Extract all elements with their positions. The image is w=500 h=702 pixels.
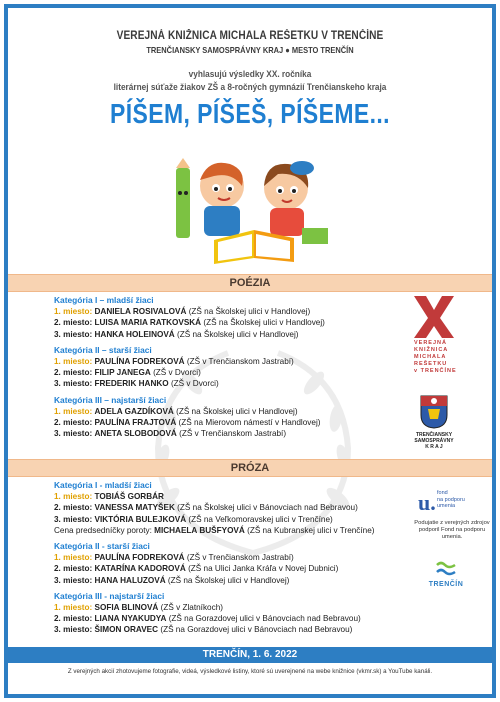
school: (ZŠ v Trenčianskom Jastrabí) <box>186 553 294 563</box>
poezia-cat-3-title: Kategória III – najstarší žiaci <box>54 394 167 405</box>
winner-name: SOFIA BLINOVÁ <box>94 603 159 613</box>
winner-name: VANESSA MATYŠEK <box>94 503 175 513</box>
winner-name: ŠIMON ORAVEC <box>94 625 159 635</box>
crest-line: K R A J <box>425 444 443 450</box>
poster <box>4 4 496 698</box>
region-crest-icon <box>420 395 448 429</box>
event-date: TRENČÍN, 1. 6. 2022 <box>8 647 492 663</box>
proza-cat-3-title: Kategória III - najstarší žiaci <box>54 590 165 601</box>
proza-cat-1-title: Kategória I - mladší žiaci <box>54 480 152 490</box>
winner-name: HANA HALUZOVÁ <box>94 575 166 585</box>
place-label: 1. miesto: <box>54 603 93 613</box>
announcement-line-2: literárnej súťaže žiakov ZŠ a 8-ročných gymnázií Trenčianskeho kraja <box>113 82 387 92</box>
library-logo-line: MICHALA <box>414 354 447 360</box>
result-row <box>54 613 375 624</box>
result-row <box>54 356 325 367</box>
fond-logo-text <box>437 490 465 510</box>
poster-title: PÍŠEM, PÍŠEŠ, PÍŠEME... <box>110 98 390 129</box>
place-label: 2. miesto: <box>54 368 93 378</box>
poezia-results <box>54 295 325 439</box>
place-label: 3. miesto: <box>54 575 93 585</box>
place-label: 1. miesto: <box>54 406 93 416</box>
result-row <box>54 378 325 389</box>
place-label: 2. miesto: <box>54 318 93 328</box>
school: (ZŠ na Školskej ulici v Handlovej) <box>203 318 325 328</box>
place-label: 1. miesto: <box>54 492 93 502</box>
school: (ZŠ v Dvorci) <box>170 379 219 389</box>
result-row <box>54 602 375 613</box>
winner-name: KATARÍNA KADOROVÁ <box>94 564 186 574</box>
place-label: 1. miesto: <box>54 357 93 367</box>
winner-name: PAULÍNA FODREKOVÁ <box>94 357 185 367</box>
school: (ZŠ na Kubranskej ulici v Trenčíne) <box>247 525 375 535</box>
poezia-cat-1-title: Kategória I – mladší žiaci <box>54 295 154 305</box>
school: (ZŠ na Školskej ulici v Handlovej) <box>176 406 298 416</box>
library-logo-icon <box>414 296 454 338</box>
children-reading-illustration <box>174 158 334 268</box>
place-label: 3. miesto: <box>54 625 93 635</box>
fond-logo-icon: u. <box>418 490 436 515</box>
proza-results <box>54 480 375 636</box>
proza-cat-2-title: Kategória II - starší žiaci <box>54 541 150 552</box>
place-label: 3. miesto: <box>54 379 93 389</box>
result-row <box>54 306 325 317</box>
winner-name: MICHAELA BUŠFYOVÁ <box>154 525 245 535</box>
place-label: 3. miesto: <box>54 329 93 339</box>
school: (ZŠ na Školskej ulici v Handlovej) <box>167 575 290 585</box>
place-label: 2. miesto: <box>54 564 93 574</box>
place-label: 3. miesto: <box>54 514 93 524</box>
result-row <box>54 329 325 340</box>
school: (ZŠ v Zlatníkoch) <box>160 603 223 613</box>
result-row <box>54 502 375 513</box>
school: (ZŠ v Dvorci) <box>153 368 201 378</box>
result-row <box>54 552 375 563</box>
place-label: 2. miesto: <box>54 503 93 513</box>
trencin-city-logo-text: TRENČÍN <box>428 581 464 588</box>
school: (ZŠ na Gorazdovej ulici v Bánovciach nad Bebravou) <box>160 625 353 635</box>
winner-name: ADELA GAZDÍKOVÁ <box>94 406 174 416</box>
library-logo-line: v TRENČÍNE <box>414 368 457 374</box>
poezia-cat-2-title: Kategória II – starší žiaci <box>54 344 152 355</box>
winner-name: FREDERIK HANKO <box>94 379 169 389</box>
winner-name: ANETA SLOBODOVÁ <box>94 429 177 439</box>
library-logo-text <box>414 340 457 375</box>
winner-name: LIANA NYAKUDYA <box>94 614 167 624</box>
result-row <box>54 317 325 328</box>
result-row <box>54 367 325 378</box>
footer-note: Z verejných akcií zhotovujeme fotografie, videá, výsledkové listiny, ktoré sú uverejnené na webe knižnice (vkmr.sk) a YouTube kanáli. <box>67 668 433 675</box>
place-label: 1. miesto: <box>54 307 93 317</box>
result-row <box>54 406 325 417</box>
winner-name: FILIP JANEGA <box>94 368 151 378</box>
winner-name: PAULÍNA FODREKOVÁ <box>94 553 185 563</box>
jury-prize-label: Cena predsedníčky poroty: <box>54 525 152 535</box>
announcement-line-1: vyhlasujú výsledky XX. ročníka <box>188 69 312 79</box>
result-row <box>54 575 375 586</box>
result-row-jury-prize <box>54 525 375 536</box>
school: (ZŠ na Mierovom námestí v Handlovej) <box>178 418 321 428</box>
fond-line: umenia <box>437 503 456 509</box>
trencin-city-logo-icon <box>436 561 456 577</box>
result-row <box>54 563 375 574</box>
library-logo-line: REŠETKU <box>414 361 448 367</box>
result-row <box>54 514 375 525</box>
library-logo-line: KNIŽNICA <box>414 347 449 353</box>
org-title: VEREJNÁ KNIŽNICA MICHALA REŠETKU V TRENČÍNE <box>116 30 384 42</box>
winner-name: PAULÍNA FRAJTOVÁ <box>94 418 177 428</box>
school: (ZŠ na Školskej ulici v Handlovej) <box>188 307 311 317</box>
header <box>8 30 492 130</box>
fond-support-note: Podujatie z verejných zdrojov podporil Fond na podporu umenia. <box>414 520 490 541</box>
org-subtitle: TRENČIANSKY SAMOSPRÁVNY KRAJ ● MESTO TRENČÍN <box>146 45 354 55</box>
winner-name: TOBIÁŠ GORBÁR <box>94 492 164 502</box>
place-label: 2. miesto: <box>54 614 93 624</box>
school: (ZŠ na Školskej ulici v Bánovciach nad Bebravou) <box>177 503 358 513</box>
school: (ZŠ na Veľkomoravskej ulici v Trenčíne) <box>188 514 333 524</box>
result-row <box>54 624 375 635</box>
crest-line: SAMOSPRÁVNY <box>414 438 454 444</box>
poezia-band: POÉZIA <box>8 274 492 292</box>
place-label: 1. miesto: <box>54 553 93 563</box>
fond-line: na podporu <box>437 496 465 503</box>
winner-name: VIKTÓRIA BULEJKOVÁ <box>94 514 187 524</box>
result-row <box>54 491 375 502</box>
school: (ZŠ na Gorazdovej ulici v Bánovciach nad Bebravou) <box>168 614 361 624</box>
proza-band: PRÓZA <box>8 459 492 477</box>
school: (ZŠ na Ulici Janka Kráľa v Novej Dubnici) <box>188 564 339 574</box>
fond-line: fond <box>437 490 448 496</box>
crest-line: TRENČIANSKY <box>415 432 453 438</box>
winner-name: DANIELA ROSIVALOVÁ <box>94 307 187 317</box>
region-crest-text <box>412 432 456 450</box>
school: (ZŠ v Trenčianskom Jastrabí) <box>179 429 287 439</box>
place-label: 2. miesto: <box>54 418 93 428</box>
school: (ZŠ na Školskej ulici v Handlovej) <box>177 329 299 339</box>
announcement <box>32 68 468 94</box>
library-logo-line: VEREJNÁ <box>414 340 447 346</box>
winner-name: HANKA HOLEINOVÁ <box>94 329 175 339</box>
place-label: 3. miesto: <box>54 429 93 439</box>
result-row <box>54 428 325 439</box>
result-row <box>54 417 325 428</box>
winner-name: LUISA MARIA RATKOVSKÁ <box>94 318 202 328</box>
school: (ZŠ v Trenčianskom Jastrabí) <box>186 357 294 367</box>
